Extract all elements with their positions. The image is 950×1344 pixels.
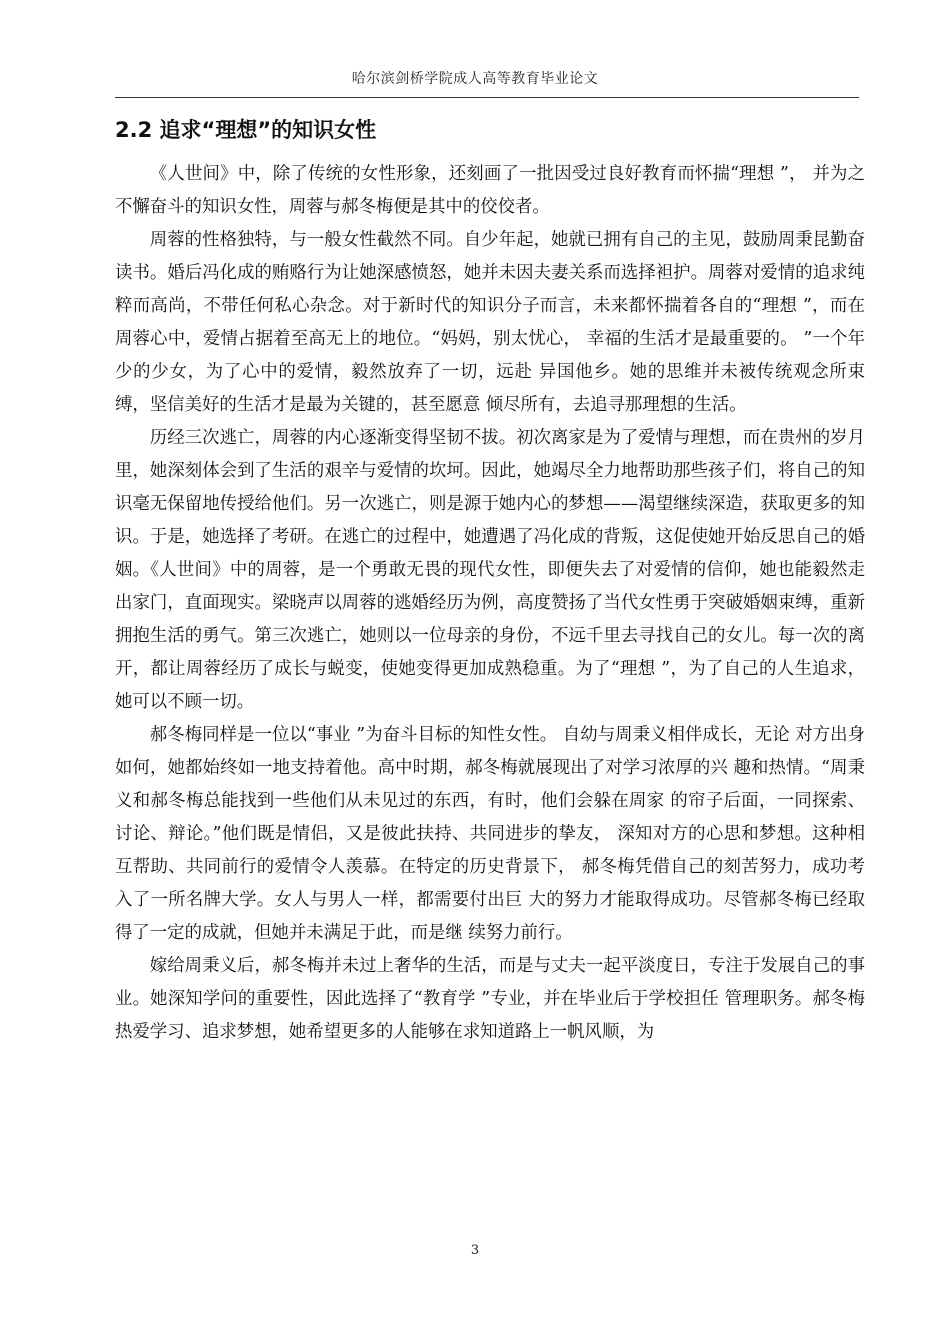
section-heading: 2.2 追求“理想”的知识女性 [115,118,377,142]
paragraph-zhou-rong-character: 周蓉的性格独特，与一般女性截然不同。自少年起，她就已拥有自己的主见，鼓励周秉昆勤奋读书。婚后冯化成的贿赂行为让她深感愤怒，她并未因夫妻关系而选择袒护。周蓉对爱情的追求纯粹而高尚，不带任何私心杂念。对于新时代的知识分子而言，未来都怀揣着各自的“理想 ”，而在周蓉心中，爱情占据着至高无上的地位。“妈妈，别太忧心， 幸福的生活才是最重要的。 ”一个年少的少女，为了心中的爱情，毅然放弃了一切，远赴 异国他乡。她的思维并未被传统观念所束缚，坚信美好的生活才是最为关键的，甚至愿意 倾尽所有，去追寻那理想的生活。 [115,230,865,415]
paragraph-intro: 《人世间》中，除了传统的女性形象，还刻画了一批因受过良好教育而怀揣“理想 ”， 并为之不懈奋斗的知识女性，周蓉与郝冬梅便是其中的佼佼者。 [115,164,865,217]
paragraph-hao-dongmei-marriage: 嫁给周秉义后，郝冬梅并未过上奢华的生活，而是与丈夫一起平淡度日，专注于发展自己的事业。她深知学问的重要性，因此选择了“教育学 ”专业，并在毕业后于学校担任 管理职务。郝冬梅热爱学习、追求梦想，她希望更多的人能够在求知道路上一帆风顺，为 [115,956,865,1042]
body-text [115,158,865,1049]
running-header: 哈尔滨剑桥学院成人高等教育毕业论文 [351,71,599,87]
paragraph-zhou-rong-escapes: 历经三次逃亡，周蓉的内心逐渐变得坚韧不拔。初次离家是为了爱情与理想，而在贵州的岁月里，她深刻体会到了生活的艰辛与爱情的坎坷。因此，她竭尽全力地帮助那些孩子们，将自己的知识毫无保留地传授给他们。另一次逃亡，则是源于她内心的梦想——渴望继续深造，获取更多的知识。于是，她选择了考研。在逃亡的过程中，她遭遇了冯化成的背叛，这促使她开始反思自己的婚姻。《人世间》中的周蓉，是一个勇敢无畏的现代女性，即便失去了对爱情的信仰，她也能毅然走出家门，直面现实。梁晓声以周蓉的逃婚经历为例，高度赞扬了当代女性勇于突破婚姻束缚，重新拥抱生活的勇气。第三次逃亡，她则以一位母亲的身份，不远千里去寻找自己的女儿。每一次的离开，都让周蓉经历了成长与蜕变，使她变得更加成熟稳重。为了“理想 ”，为了自己的人生追求，她可以不顾一切。 [115,428,865,712]
page-number: 3 [470,1243,480,1258]
header-divider [115,97,859,98]
paragraph-hao-dongmei-career: 郝冬梅同样是一位以“事业 ”为奋斗目标的知性女性。 自幼与周秉义相伴成长，无论 对方出身如何，她都始终如一地支持着他。高中时期，郝冬梅就展现出了对学习浓厚的兴 趣和热情。“周秉义和郝冬梅总能找到一些他们从未见过的东西，有时，他们会躲在周家 的帘子后面，一同探索、讨论、辩论。”他们既是情侣，又是彼此扶持、共同进步的挚友， 深知对方的心思和梦想。这种相互帮助、共同前行的爱情令人羡慕。在特定的历史背景下， 郝冬梅凭借自己的刻苦努力，成功考入了一所名牌大学。女人与男人一样，都需要付出巨 大的努力才能取得成功。尽管郝冬梅已经取得了一定的成就，但她并未满足于此，而是继 续努力前行。 [115,725,865,943]
